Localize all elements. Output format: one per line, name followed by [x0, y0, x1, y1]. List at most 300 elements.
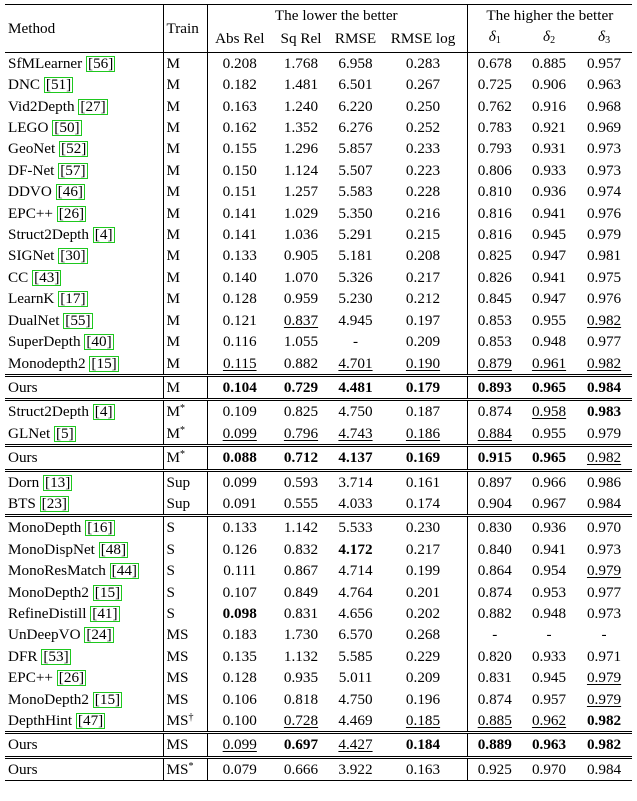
citation-link[interactable]: [43] [34, 268, 60, 286]
sq-rel-value: 1.029 [283, 204, 319, 222]
citation-link[interactable]: [26] [58, 669, 85, 687]
method-name: GLNet [8, 424, 51, 442]
delta-3-value: 0.981 [586, 247, 622, 265]
rmse-log-value: 0.229 [405, 647, 441, 665]
method-cell [5, 310, 163, 331]
train-cell [163, 646, 207, 667]
header-delta-1: $\delta_1$ [488, 28, 501, 47]
sq-rel-value: 0.849 [283, 583, 319, 601]
delta-3-value: 0.973 [586, 604, 622, 622]
value-cell-delta-1 [467, 733, 522, 757]
value-cell-rmse-log [381, 516, 465, 539]
value-cell-delta-2 [522, 757, 576, 780]
abs-rel-value: 0.111 [223, 562, 257, 580]
train-cell [163, 74, 207, 95]
rmse-log-value: 0.184 [405, 736, 441, 754]
delta-1-value: 0.825 [477, 247, 512, 265]
citation-link[interactable]: [15] [91, 354, 117, 372]
sq-rel-value: 1.352 [283, 119, 319, 137]
train-label: M [166, 449, 181, 467]
citation-link[interactable]: [40] [86, 333, 112, 351]
rmse-value: 4.656 [338, 604, 373, 622]
value-cell-rmse-log [381, 117, 465, 138]
table-row [5, 493, 632, 516]
value-cell-rmse [330, 516, 381, 539]
delta-3-value: 0.982 [586, 311, 622, 329]
delta-1-value: 0.725 [477, 76, 512, 94]
delta-2-value: 0.936 [531, 519, 567, 537]
value-cell-abs-rel [207, 516, 272, 539]
rmse-log-value: 0.228 [405, 183, 441, 201]
delta-1-value: 0.820 [477, 647, 512, 665]
citation-link[interactable]: [4] [94, 403, 113, 421]
delta-1-value: 0.904 [477, 494, 512, 512]
value-cell-rmse-log [381, 288, 465, 309]
method-cell [5, 646, 163, 667]
value-cell-sq-rel [272, 353, 330, 376]
value-cell-delta-1 [467, 560, 522, 581]
value-cell-sq-rel [272, 74, 330, 95]
delta-1-value: 0.830 [477, 519, 512, 537]
rmse-log-value: 0.185 [405, 712, 441, 729]
table-row [5, 470, 632, 493]
citation-link[interactable]: [13] [45, 473, 71, 491]
abs-rel-value: 0.099 [222, 473, 257, 491]
method-cell [5, 267, 163, 288]
train-label: M [166, 76, 181, 94]
value-cell-abs-rel [207, 667, 272, 688]
method-name: Dorn [8, 473, 40, 491]
value-cell-delta-1 [467, 310, 522, 331]
citation-link[interactable]: [4] [94, 226, 113, 244]
citation-link[interactable]: [17] [60, 290, 86, 308]
value-cell-rmse-log [381, 52, 465, 74]
value-cell-delta-2 [522, 74, 576, 95]
citation-link[interactable]: [47] [77, 712, 104, 729]
rmse-value: 4.172 [338, 540, 373, 558]
value-cell-delta-3 [576, 539, 632, 560]
train-cell [163, 446, 207, 470]
citation-number: 43 [39, 268, 55, 286]
value-cell-delta-3 [576, 400, 632, 423]
citation-link[interactable]: [48] [100, 540, 127, 558]
table-row [5, 710, 632, 733]
citation-link[interactable]: [30] [60, 247, 86, 265]
value-cell-abs-rel [207, 375, 272, 399]
train-cell [163, 160, 207, 181]
value-cell-delta-2 [522, 224, 576, 245]
value-cell-delta-3 [576, 560, 632, 581]
citation-number: 27 [85, 97, 101, 115]
method-name: UnDeepVO [8, 626, 81, 644]
delta-2-value: 0.965 [531, 449, 567, 467]
value-cell-rmse [330, 400, 381, 423]
citation-number: 26 [63, 669, 80, 687]
train-label: Sup [166, 494, 191, 512]
method-name: LearnK [8, 290, 55, 308]
header-higher-better: The higher the better [467, 5, 632, 27]
train-label: S [166, 540, 175, 558]
citation-number: 41 [97, 604, 113, 622]
rmse-log-value: 0.161 [405, 473, 441, 491]
value-cell-delta-2 [522, 160, 576, 181]
train-marker: * [188, 760, 194, 772]
rmse-value: 6.220 [338, 97, 373, 115]
delta-1-value: 0.845 [477, 290, 512, 308]
value-cell-rmse [330, 560, 381, 581]
delta-3-value: 0.973 [586, 161, 622, 179]
value-cell-rmse [330, 96, 381, 117]
train-cell [163, 603, 207, 624]
method-cell [5, 245, 163, 266]
train-label: S [166, 562, 175, 580]
value-cell-abs-rel [207, 117, 272, 138]
rmse-value: 6.501 [338, 76, 373, 94]
method-cell [5, 539, 163, 560]
sq-rel-value: 0.905 [283, 247, 319, 265]
citation-link[interactable]: [41] [92, 604, 118, 622]
method-name: RefineDistill [8, 604, 87, 622]
train-cell [163, 470, 207, 493]
value-cell-sq-rel [272, 310, 330, 331]
delta-2-value: 0.948 [531, 333, 567, 351]
value-cell-sq-rel [272, 582, 330, 603]
train-label: M [166, 378, 181, 396]
citation-number: 47 [82, 712, 99, 729]
delta-1-value: 0.762 [477, 97, 512, 115]
method-name: Monodepth2 [8, 354, 86, 372]
method-cell [5, 582, 163, 603]
rmse-value: 5.583 [338, 183, 373, 201]
delta-3-value: 0.979 [586, 562, 622, 580]
rmse-value: 4.481 [338, 378, 373, 396]
header-abs-rel: Abs Rel [215, 30, 265, 48]
citation-link[interactable]: [50] [54, 119, 80, 137]
value-cell-delta-3 [576, 733, 632, 757]
train-label: MS [166, 712, 189, 729]
delta-3-value: 0.968 [586, 97, 622, 115]
method-cell [5, 375, 163, 399]
value-cell-delta-3 [576, 267, 632, 288]
rmse-log-value: 0.268 [405, 626, 441, 644]
citation-link[interactable]: [56] [88, 54, 114, 72]
train-label: M [166, 268, 181, 286]
value-cell-delta-3 [576, 310, 632, 331]
value-cell-rmse-log [381, 203, 465, 224]
value-cell-delta-2 [522, 400, 576, 423]
value-cell-rmse-log [381, 331, 465, 352]
delta-2-value: 0.933 [531, 161, 567, 179]
header-sq-rel: Sq Rel [280, 30, 322, 48]
rmse-value: - [352, 333, 359, 351]
delta-2-value: - [546, 626, 552, 644]
sq-rel-value: 1.296 [283, 140, 319, 158]
delta-1-value: 0.925 [477, 760, 512, 778]
sq-rel-value: 0.728 [283, 712, 319, 729]
value-cell-abs-rel [207, 539, 272, 560]
delta-2-value: 0.957 [531, 690, 567, 708]
train-cell [163, 181, 207, 202]
value-cell-sq-rel [272, 757, 330, 780]
train-label: M [166, 140, 181, 158]
rmse-log-value: 0.186 [405, 424, 441, 442]
value-cell-rmse-log [381, 539, 465, 560]
citation-number: 13 [50, 473, 66, 491]
citation-number: 24 [91, 626, 107, 644]
value-cell-rmse [330, 353, 381, 376]
method-name: BTS [8, 494, 36, 512]
delta-2-value: 0.941 [531, 268, 567, 286]
rmse-log-value: 0.212 [405, 290, 441, 308]
header-delta-2: $\delta_2$ [543, 28, 556, 47]
value-cell-rmse-log [381, 446, 465, 470]
value-cell-delta-1 [467, 353, 522, 376]
method-name: DFR [8, 647, 38, 665]
delta-2-value: 0.967 [531, 494, 567, 512]
method-name: Ours [8, 449, 38, 467]
citation-link[interactable]: [23] [41, 494, 67, 512]
value-cell-abs-rel [207, 733, 272, 757]
citation-number: 4 [99, 403, 108, 421]
train-label: M [166, 97, 181, 115]
value-cell-delta-1 [467, 624, 522, 645]
method-cell [5, 733, 163, 757]
value-cell-rmse [330, 74, 381, 95]
method-name: MonoDispNet [8, 540, 95, 558]
rmse-log-value: 0.197 [405, 311, 441, 329]
value-cell-rmse [330, 710, 381, 733]
value-cell-delta-2 [522, 539, 576, 560]
value-cell-sq-rel [272, 138, 330, 159]
rmse-log-value: 0.187 [405, 403, 441, 421]
train-cell [163, 245, 207, 266]
value-cell-rmse [330, 582, 381, 603]
citation-link[interactable]: [15] [94, 583, 121, 601]
value-cell-abs-rel [207, 331, 272, 352]
rmse-log-value: 0.223 [405, 161, 441, 179]
citation-link[interactable]: [52] [61, 140, 87, 158]
abs-rel-value: 0.100 [222, 712, 257, 729]
train-cell [163, 224, 207, 245]
citation-link[interactable]: [24] [86, 626, 112, 644]
citation-link[interactable]: [51] [45, 76, 72, 94]
table-row [5, 203, 632, 224]
sq-rel-value: 0.593 [283, 473, 319, 491]
delta-2-value: 0.966 [531, 473, 567, 491]
value-cell-rmse-log [381, 400, 465, 423]
delta-1-value: 0.874 [477, 403, 512, 421]
rmse-value: 5.326 [338, 268, 373, 286]
method-name: MonoDepth2 [8, 583, 89, 601]
value-cell-delta-1 [467, 375, 522, 399]
value-cell-delta-3 [576, 646, 632, 667]
table-row [5, 331, 632, 352]
value-cell-rmse-log [381, 667, 465, 688]
train-label: M [166, 311, 181, 329]
delta-1-value: 0.831 [477, 669, 512, 687]
citation-link[interactable]: [5] [55, 424, 74, 442]
sq-rel-value: 0.712 [283, 449, 319, 467]
value-cell-delta-3 [576, 203, 632, 224]
citation-link[interactable]: [57] [60, 161, 86, 179]
value-cell-delta-2 [522, 203, 576, 224]
abs-rel-value: 0.106 [222, 690, 257, 708]
abs-rel-value: 0.133 [222, 519, 257, 537]
sq-rel-value: 0.796 [283, 424, 319, 442]
delta-1-value: 0.885 [477, 712, 512, 729]
table-row [5, 310, 632, 331]
citation-link[interactable]: [16] [87, 519, 113, 537]
abs-rel-value: 0.099 [222, 736, 257, 754]
method-cell [5, 493, 163, 516]
delta-1-value: 0.840 [477, 540, 512, 558]
citation-link[interactable]: [53] [43, 647, 69, 665]
value-cell-rmse-log [381, 624, 465, 645]
rmse-value: 4.137 [338, 449, 373, 467]
value-cell-sq-rel [272, 288, 330, 309]
citation-number: 46 [62, 183, 78, 201]
train-label: M [166, 226, 181, 244]
train-marker: † [188, 712, 194, 723]
value-cell-abs-rel [207, 52, 272, 74]
value-cell-delta-3 [576, 331, 632, 352]
rmse-log-value: 0.283 [405, 54, 441, 72]
value-cell-rmse [330, 310, 381, 331]
value-cell-rmse-log [381, 245, 465, 266]
value-cell-sq-rel [272, 181, 330, 202]
delta-3-value: 0.984 [586, 378, 622, 396]
citation-link[interactable]: [55] [65, 311, 91, 329]
citation-number: 50 [59, 119, 75, 137]
abs-rel-value: 0.128 [222, 669, 257, 687]
method-cell [5, 400, 163, 423]
value-cell-rmse [330, 539, 381, 560]
value-cell-rmse [330, 423, 381, 446]
value-cell-delta-2 [522, 689, 576, 710]
delta-2-value: 0.936 [531, 183, 567, 201]
value-cell-sq-rel [272, 375, 330, 399]
value-cell-delta-1 [467, 160, 522, 181]
value-cell-rmse [330, 224, 381, 245]
value-cell-rmse-log [381, 74, 465, 95]
table-row [5, 667, 632, 688]
abs-rel-value: 0.079 [222, 760, 257, 778]
delta-2-value: 0.965 [531, 378, 567, 396]
delta-3-value: 0.979 [586, 424, 622, 442]
rmse-value: 4.714 [338, 562, 373, 580]
abs-rel-value: 0.133 [222, 247, 257, 265]
value-cell-delta-1 [467, 757, 522, 780]
value-cell-rmse-log [381, 710, 465, 733]
abs-rel-value: 0.182 [222, 76, 257, 94]
rmse-value: 6.958 [338, 54, 373, 72]
citation-link[interactable]: [44] [111, 562, 137, 580]
value-cell-rmse-log [381, 733, 465, 757]
citation-link[interactable]: [15] [94, 690, 121, 708]
header-method: Method [5, 5, 163, 53]
value-cell-delta-2 [522, 375, 576, 399]
header-rmse-log: RMSE log [390, 30, 456, 48]
method-cell [5, 516, 163, 539]
value-cell-sq-rel [272, 733, 330, 757]
method-cell [5, 331, 163, 352]
delta-1-value: 0.864 [477, 562, 512, 580]
delta-2-value: 0.947 [531, 290, 567, 308]
sq-rel-value: 1.142 [283, 519, 319, 537]
delta-2-value: 0.945 [531, 669, 567, 687]
sq-rel-value: 0.825 [283, 403, 319, 421]
value-cell-sq-rel [272, 689, 330, 710]
value-cell-rmse [330, 470, 381, 493]
citation-number: 26 [63, 204, 80, 222]
sq-rel-value: 1.257 [283, 183, 319, 201]
citation-number: 55 [70, 311, 86, 329]
train-cell [163, 96, 207, 117]
delta-2-value: 0.955 [531, 311, 567, 329]
abs-rel-value: 0.088 [222, 449, 257, 467]
value-cell-delta-2 [522, 667, 576, 688]
value-cell-delta-3 [576, 117, 632, 138]
sq-rel-value: 0.832 [283, 540, 319, 558]
method-name: MonoDepth [8, 519, 82, 537]
citation-link[interactable]: [27] [80, 97, 106, 115]
value-cell-delta-3 [576, 446, 632, 470]
value-cell-delta-1 [467, 603, 522, 624]
value-cell-abs-rel [207, 493, 272, 516]
method-name: DNC [8, 76, 41, 94]
method-name: Struct2Depth [8, 226, 89, 244]
delta-2-value: 0.970 [531, 760, 567, 778]
value-cell-delta-1 [467, 267, 522, 288]
method-name: Ours [8, 736, 38, 754]
value-cell-delta-3 [576, 603, 632, 624]
value-cell-delta-1 [467, 470, 522, 493]
value-cell-abs-rel [207, 288, 272, 309]
table-row [5, 516, 632, 539]
value-cell-delta-3 [576, 582, 632, 603]
train-label: M [166, 403, 181, 421]
value-cell-delta-3 [576, 52, 632, 74]
delta-3-value: 0.984 [586, 760, 622, 778]
value-cell-delta-1 [467, 582, 522, 603]
delta-2-value: 0.933 [531, 647, 567, 665]
citation-link[interactable]: [26] [58, 204, 85, 222]
rmse-value: 4.945 [338, 311, 373, 329]
delta-1-value: 0.853 [477, 311, 512, 329]
method-name: SfMLearner [8, 54, 83, 72]
value-cell-sq-rel [272, 400, 330, 423]
value-cell-sq-rel [272, 560, 330, 581]
citation-link[interactable]: [46] [57, 183, 83, 201]
method-cell [5, 117, 163, 138]
value-cell-delta-2 [522, 624, 576, 645]
results-table-container [5, 4, 632, 781]
rmse-log-value: 0.196 [405, 690, 441, 708]
rmse-value: 5.350 [338, 204, 373, 222]
value-cell-delta-2 [522, 493, 576, 516]
value-cell-delta-1 [467, 710, 522, 733]
value-cell-rmse [330, 331, 381, 352]
delta-1-value: 0.826 [477, 268, 512, 286]
value-cell-delta-3 [576, 516, 632, 539]
delta-2-value: 0.947 [531, 247, 567, 265]
delta-2-value: 0.906 [531, 76, 567, 94]
method-cell [5, 224, 163, 245]
method-name: EPC++ [8, 669, 53, 687]
sq-rel-value: 1.124 [283, 161, 319, 179]
train-label: MS [166, 760, 189, 778]
train-cell [163, 117, 207, 138]
